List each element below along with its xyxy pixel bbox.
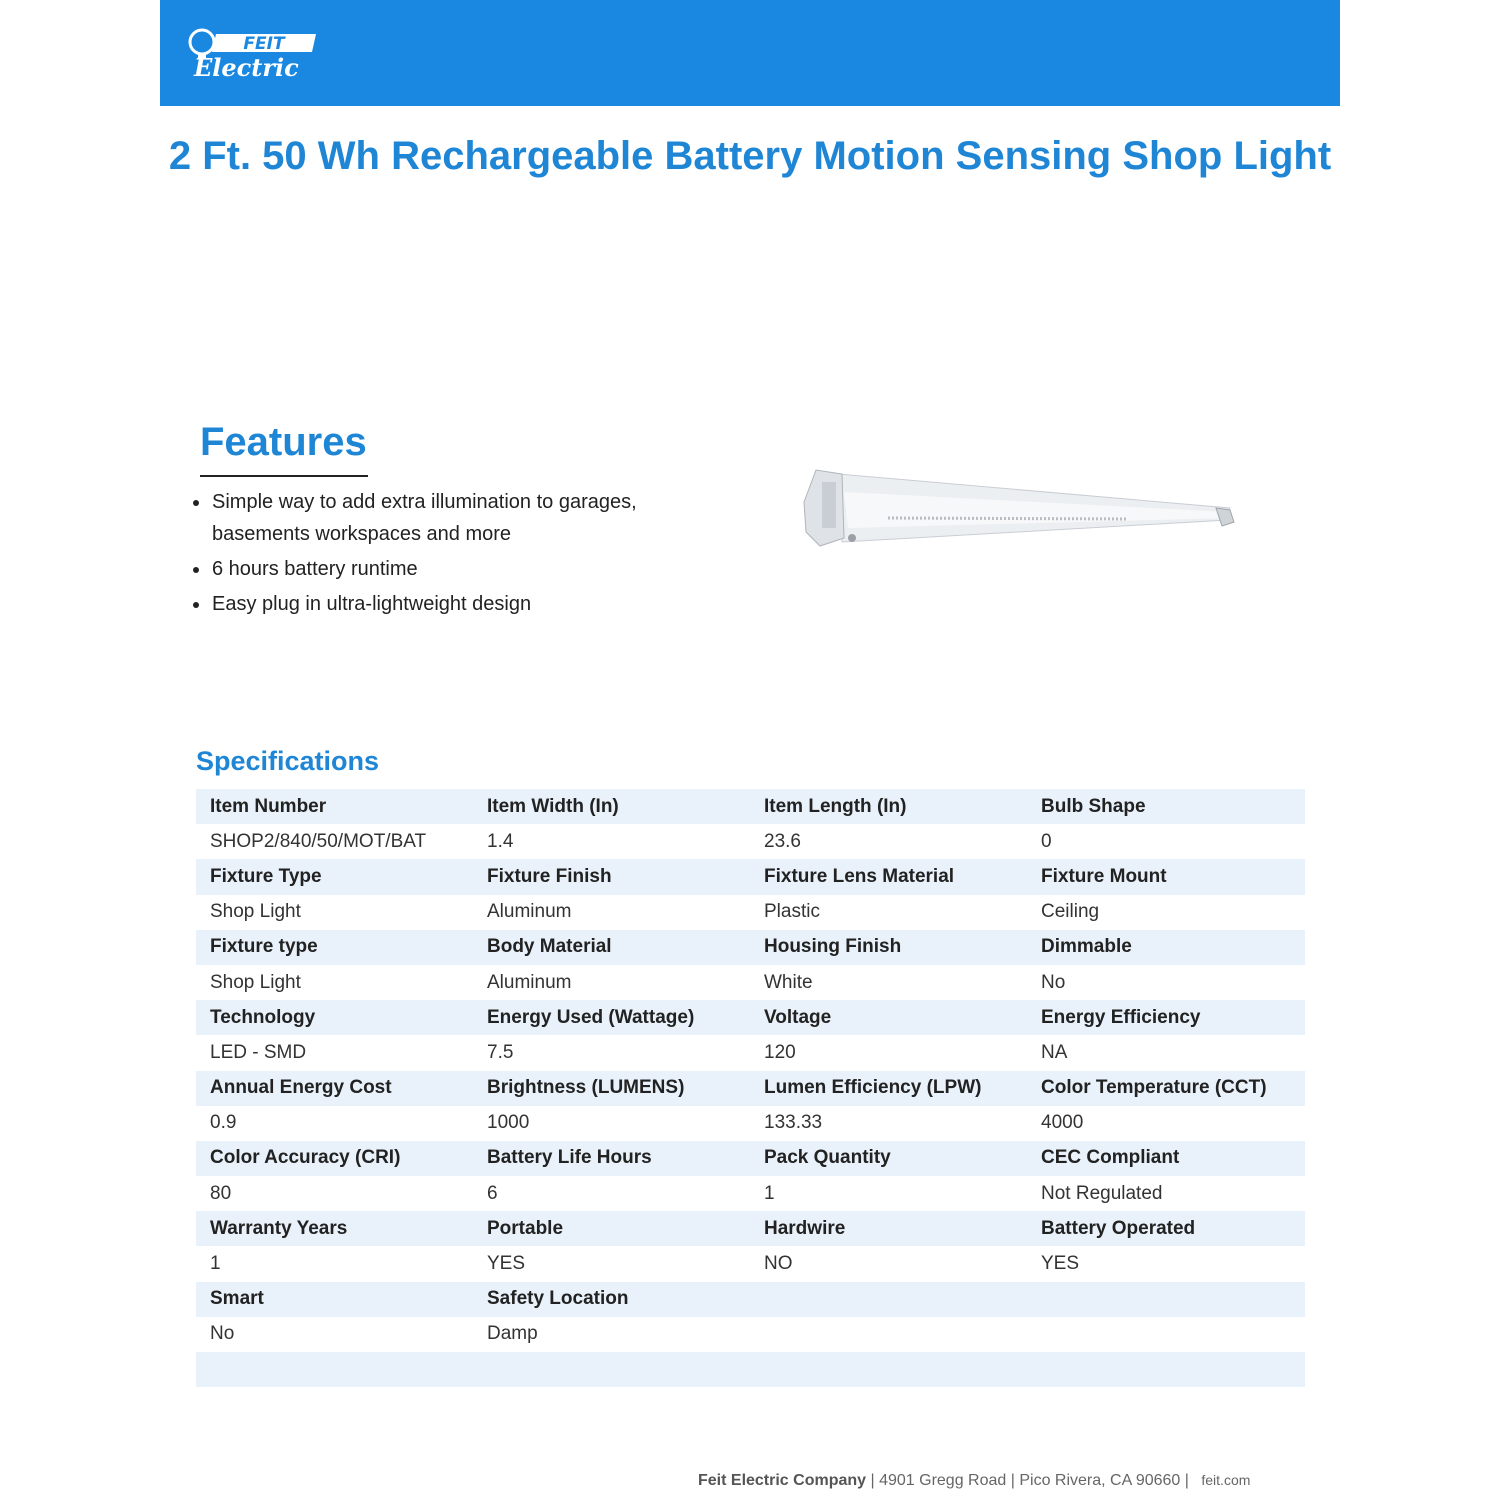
- spec-value-row: [196, 965, 1305, 1000]
- spec-value: Aluminum: [473, 965, 750, 1000]
- spec-label: Item Length (In): [750, 789, 1027, 824]
- shop-light-fixture-image: [798, 462, 1238, 554]
- spec-value-row: [196, 824, 1305, 859]
- spec-label: Hardwire: [750, 1211, 1027, 1246]
- spec-value: 4000: [1027, 1106, 1305, 1141]
- features-divider: [200, 475, 368, 477]
- spec-label: Dimmable: [1027, 930, 1305, 965]
- spec-value: 0.9: [196, 1106, 473, 1141]
- spec-value: 7.5: [473, 1035, 750, 1070]
- spec-value: Ceiling: [1027, 895, 1305, 930]
- spec-label: Energy Used (Wattage): [473, 1000, 750, 1035]
- features-heading: Features: [200, 420, 367, 464]
- spec-value-row: [196, 1035, 1305, 1070]
- spec-value: 0: [1027, 824, 1305, 859]
- spec-value: 133.33: [750, 1106, 1027, 1141]
- spec-value: NA: [1027, 1035, 1305, 1070]
- spec-value: [750, 1317, 1027, 1352]
- footer-company: Feit Electric Company: [698, 1472, 867, 1489]
- spec-label: Warranty Years: [196, 1211, 473, 1246]
- spec-label: Energy Efficiency: [1027, 1000, 1305, 1035]
- spec-label: Brightness (LUMENS): [473, 1071, 750, 1106]
- spec-value: White: [750, 965, 1027, 1000]
- spec-filler-row: [196, 1352, 1305, 1387]
- spec-label: Fixture Lens Material: [750, 859, 1027, 894]
- spec-label: Lumen Efficiency (LPW): [750, 1071, 1027, 1106]
- spec-label: CEC Compliant: [1027, 1141, 1305, 1176]
- spec-label: Item Width (In): [473, 789, 750, 824]
- feit-electric-logo: [186, 24, 326, 84]
- specifications-heading: Specifications: [196, 746, 380, 776]
- spec-label: Portable: [473, 1211, 750, 1246]
- spec-value: Shop Light: [196, 895, 473, 930]
- bullet-icon: [193, 500, 199, 506]
- spec-label-row: [196, 1141, 1305, 1176]
- spec-label-row: [196, 1071, 1305, 1106]
- spec-label: Pack Quantity: [750, 1141, 1027, 1176]
- bullet-icon: [193, 602, 199, 608]
- spec-label: Technology: [196, 1000, 473, 1035]
- footer-address: | 4901 Gregg Road | Pico Rivera, CA 90660 |: [866, 1472, 1194, 1489]
- spec-label-row: [196, 930, 1305, 965]
- spec-label-row: [196, 859, 1305, 894]
- spec-value: 1: [196, 1246, 473, 1281]
- page-title: 2 Ft. 50 Wh Rechargeable Battery Motion Sensing Shop Light: [168, 134, 1332, 178]
- spec-value: 6: [473, 1176, 750, 1211]
- specifications-table: [196, 789, 1305, 1387]
- spec-label: Battery Operated: [1027, 1211, 1305, 1246]
- spec-label: Color Temperature (CCT): [1027, 1071, 1305, 1106]
- spec-label: Housing Finish: [750, 930, 1027, 965]
- spec-value: [1027, 1317, 1305, 1352]
- footer-website-link[interactable]: feit.com: [1201, 1472, 1251, 1488]
- spec-value: LED - SMD: [196, 1035, 473, 1070]
- spec-label: Annual Energy Cost: [196, 1071, 473, 1106]
- spec-label: Color Accuracy (CRI): [196, 1141, 473, 1176]
- spec-label: Safety Location: [473, 1282, 750, 1317]
- spec-value: 1.4: [473, 824, 750, 859]
- spec-value: No: [196, 1317, 473, 1352]
- spec-value: Shop Light: [196, 965, 473, 1000]
- feature-item: Simple way to add extra illumination to garages, basements workspaces and more: [212, 486, 682, 550]
- spec-label: Fixture Finish: [473, 859, 750, 894]
- svg-text:FEIT: FEIT: [243, 34, 285, 54]
- spec-label-row: [196, 1211, 1305, 1246]
- feature-item: Easy plug in ultra-lightweight design: [212, 588, 682, 620]
- spec-value: 120: [750, 1035, 1027, 1070]
- footer: [698, 1472, 1308, 1490]
- spec-value: 23.6: [750, 824, 1027, 859]
- spec-value: YES: [1027, 1246, 1305, 1281]
- spec-label: Body Material: [473, 930, 750, 965]
- spec-label: [1027, 1282, 1305, 1317]
- spec-value: 80: [196, 1176, 473, 1211]
- bullet-icon: [193, 567, 199, 573]
- spec-value: Aluminum: [473, 895, 750, 930]
- spec-label: Fixture Mount: [1027, 859, 1305, 894]
- spec-label: Fixture Type: [196, 859, 473, 894]
- spec-value: YES: [473, 1246, 750, 1281]
- spec-label: Smart: [196, 1282, 473, 1317]
- spec-value: Damp: [473, 1317, 750, 1352]
- spec-value: 1000: [473, 1106, 750, 1141]
- spec-label: Voltage: [750, 1000, 1027, 1035]
- spec-value: No: [1027, 965, 1305, 1000]
- spec-value: Not Regulated: [1027, 1176, 1305, 1211]
- header-bar: [160, 0, 1340, 106]
- svg-text:Electric: Electric: [194, 53, 299, 82]
- feature-item: 6 hours battery runtime: [212, 553, 682, 585]
- spec-value-row: [196, 1106, 1305, 1141]
- item-number-link[interactable]: SHOP2/840/50/MOT/BAT: [196, 824, 473, 859]
- spec-label-row: [196, 1000, 1305, 1035]
- spec-value-row: [196, 895, 1305, 930]
- spec-label: Item Number: [196, 789, 473, 824]
- spec-value: 1: [750, 1176, 1027, 1211]
- spec-label: Bulb Shape: [1027, 789, 1305, 824]
- spec-label: [750, 1282, 1027, 1317]
- spec-label: Fixture type: [196, 930, 473, 965]
- spec-value-row: [196, 1246, 1305, 1281]
- spec-value-row: [196, 1317, 1305, 1352]
- spec-label: Battery Life Hours: [473, 1141, 750, 1176]
- spec-value: NO: [750, 1246, 1027, 1281]
- spec-label-row: [196, 789, 1305, 824]
- spec-value: Plastic: [750, 895, 1027, 930]
- spec-label-row: [196, 1282, 1305, 1317]
- features-list: [212, 486, 682, 623]
- spec-value-row: [196, 1176, 1305, 1211]
